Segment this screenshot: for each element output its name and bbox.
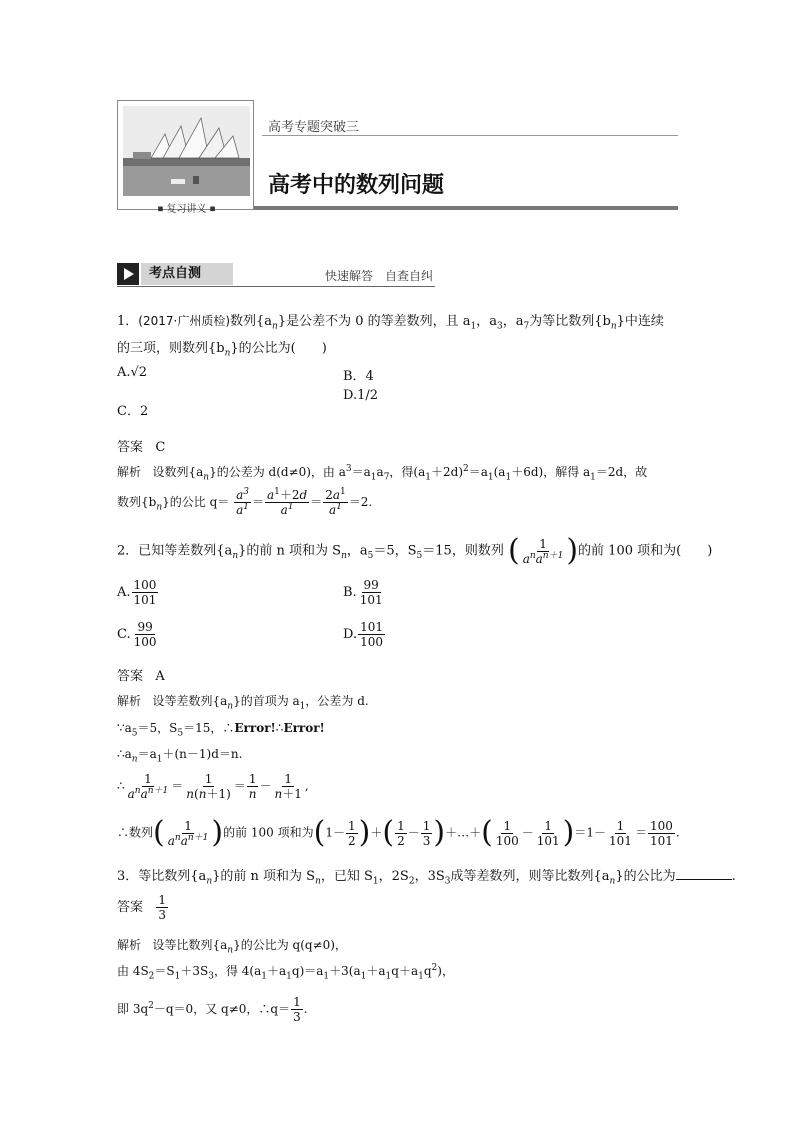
q2-analysis-line4: ∴ $\frac{1}{a^na^{n+1}}$ ＝ $\frac{1}{n(n+1)}$ ＝ $\frac{1}{n}$ － $\frac{1}{n+1}$ , [117,772,309,801]
q1-text-line2: 的三项，则数列$\{b_n\}$的公比为( ) [117,341,327,359]
q3-analysis-line2: 由 $4S_2=S_1+3S_3$，得 $4(a_1+a_1q)=a_1+3(a_1+a_1q+a_1q^2)$， [117,963,454,982]
q1-option-b: B．4 [343,369,374,384]
q1-option-d: D.1/2 [343,388,379,403]
q2-option-d: D. $\frac{101}{100}$ [343,620,383,649]
q2-analysis-line3: $\therefore a_n=a_1+(n-1)d=n$. [117,747,243,765]
page-title: 高考中的数列问题 [268,173,445,198]
q1-option-a: A.√2 [117,365,148,380]
q3-analysis-line3: 即 $3q^2-q=0$，又 q≠0，∴q＝ $\frac{1}{3}$ . [117,995,308,1024]
section-label: 高考专题突破三 [268,120,360,135]
q3-analysis-line1: 解析 设等比数列$\{a_n\}$的公比为 q(q≠0)， [117,938,347,956]
q2-option-a: A. $\frac{100}{101}$ [117,578,157,607]
play-icon [117,263,139,285]
q2-text: 2．已知等差数列$\{a_n\}$的前 n 项和为 $S_n$，$a_5=5$，$S_5=15$，则数列 ( $\frac{1}{a^na^{n+1}}$ )的前 100 项和为( ) [117,533,713,568]
q2-answer: 答案 A [117,669,165,684]
q2-analysis-line1: 解析 设等差数列$\{a_n\}$的首项为 $a_1$，公差为 d. [117,694,369,712]
opera-house-image [123,106,250,196]
section-bar-tagline: 快速解答 自查自纠 [325,269,434,283]
q2-analysis-line2: $\because a_5=5$，$S_5=15$，∴Error!∴Error! [117,721,325,739]
q1-text-line1: 1．(2017·广州质检)数列$\{a_n\}$是公差不为 0 的等差数列，且 $a_1$，$a_3$，$a_7$为等比数列$\{b_n\}$中连续 [117,314,664,332]
q1-option-c: C．2 [117,404,149,419]
q2-analysis-line5: ∴数列( $\frac{1}{a^na^{n+1}}$ )的前 100 项和为(1－ $\frac{1}{2}$ )＋( $\frac{1}{2}$ － $\frac{1}{3}$ )＋…＋( $\frac{1}{100}$ － $\frac{1}{101}$ )＝1－ $\frac{1}{101}$ ＝ $\frac{100}{101}$ . [117,815,680,850]
q3-text: 3．等比数列$\{a_n\}$的前 n 项和为 $S_n$，已知 $S_1$，$2S_2$，$3S_3$成等差数列，则等比数列$\{a_n\}$的公比为 . [117,869,736,887]
q1-answer: 答案 C [117,440,166,455]
section-bar-label: 考点自测 [141,263,233,285]
q3-blank [676,867,732,880]
q2-option-b: B. $\frac{99}{101}$ [343,578,383,607]
photo-caption: ■ 复习讲义 ■ [157,204,216,215]
section-bar [117,263,435,287]
q1-analysis-line2: 数列$\{b_n\}$的公比 q＝ $\frac{a^3}{a^1}$ ＝ $\frac{a^1+2d}{a^1}$ ＝ $\frac{2a^1}{a^1}$ ＝2. [117,487,373,517]
section-bar-rule [117,286,435,287]
q3-answer: 答案 $\frac{1}{3}$ [117,893,167,922]
header-thick-rule [254,206,678,210]
header-thin-rule [262,135,678,136]
header-photo-frame [117,100,254,215]
q1-analysis-line1: 解析 设数列$\{a_n\}$的公差为 d(d≠0)，由 $a^3=a_1a_7$，得$(a_1+2d)^2=a_1(a_1+6d)$，解得 $a_1=2d$，故 [117,464,648,483]
q2-option-c: C. $\frac{99}{100}$ [117,620,157,649]
